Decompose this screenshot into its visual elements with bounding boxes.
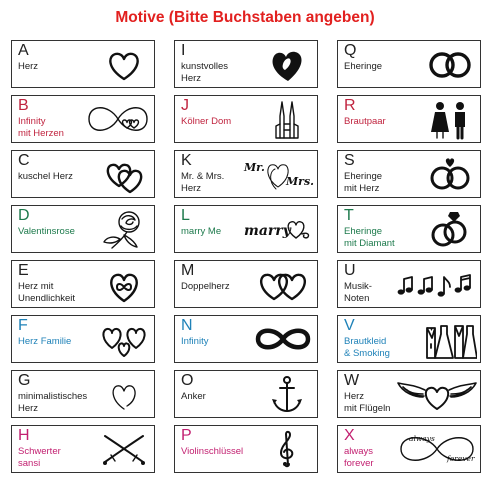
motif-card-a[interactable] bbox=[11, 40, 155, 88]
rings-diamond-icon bbox=[423, 208, 477, 250]
motif-letter: I bbox=[181, 42, 186, 59]
motif-label: kunstvolles Herz bbox=[181, 61, 228, 84]
motif-label: Valentinsrose bbox=[18, 226, 75, 237]
motif-label: Doppelherz bbox=[181, 281, 230, 292]
heart-outline-icon bbox=[97, 43, 151, 85]
motif-label: marry Me bbox=[181, 226, 222, 237]
motif-letter: C bbox=[18, 152, 30, 169]
motif-label: Infinity mit Herzen bbox=[18, 116, 64, 139]
motif-label: Schwerter sansi bbox=[18, 446, 61, 469]
mr-text: Mr. bbox=[244, 161, 265, 174]
forever-text: forever bbox=[447, 454, 475, 463]
motif-label: Anker bbox=[181, 391, 206, 402]
treble-clef-icon bbox=[260, 428, 314, 470]
motif-card-x[interactable] bbox=[337, 425, 481, 473]
motif-letter: H bbox=[18, 427, 30, 444]
motif-card-d[interactable] bbox=[11, 205, 155, 253]
motif-letter: R bbox=[344, 97, 356, 114]
motif-letter: B bbox=[18, 97, 29, 114]
infinity-icon bbox=[252, 318, 314, 360]
anchor-icon bbox=[260, 373, 314, 415]
motif-letter: G bbox=[18, 372, 31, 389]
motif-card-e[interactable] bbox=[11, 260, 155, 308]
motif-letter: Q bbox=[344, 42, 357, 59]
motif-letter: W bbox=[344, 372, 360, 389]
motif-card-n[interactable] bbox=[174, 315, 318, 363]
motif-card-c[interactable] bbox=[11, 150, 155, 198]
motif-card-h[interactable] bbox=[11, 425, 155, 473]
motif-label: Brautpaar bbox=[344, 116, 386, 127]
crossed-swords-icon bbox=[97, 428, 151, 470]
motif-letter: M bbox=[181, 262, 195, 279]
motif-letter: E bbox=[18, 262, 29, 279]
motif-card-t[interactable] bbox=[337, 205, 481, 253]
mrs-text: Mrs. bbox=[286, 175, 314, 188]
motif-label: Herz bbox=[18, 61, 39, 72]
wedding-rings-icon bbox=[423, 43, 477, 85]
motif-label: Herz Familie bbox=[18, 336, 72, 347]
mr-mrs-heart-icon bbox=[240, 153, 316, 195]
motif-letter: U bbox=[344, 262, 356, 279]
rose-icon bbox=[97, 208, 151, 250]
minimal-heart-icon bbox=[97, 373, 151, 415]
motif-card-r[interactable] bbox=[337, 95, 481, 143]
motif-label: Kölner Dom bbox=[181, 116, 232, 127]
artistic-heart-icon bbox=[260, 43, 314, 85]
motif-card-b[interactable] bbox=[11, 95, 155, 143]
motif-card-f[interactable] bbox=[11, 315, 155, 363]
motif-card-m[interactable] bbox=[174, 260, 318, 308]
motif-letter: A bbox=[18, 42, 29, 59]
motif-label: Infinity bbox=[181, 336, 209, 347]
motif-label: always forever bbox=[344, 446, 374, 469]
cathedral-icon bbox=[260, 98, 314, 140]
motif-card-q[interactable] bbox=[337, 40, 481, 88]
motif-card-j[interactable] bbox=[174, 95, 318, 143]
motif-label: Brautkleid & Smoking bbox=[344, 336, 390, 359]
bridal-couple-icon bbox=[423, 98, 477, 140]
double-heart-icon bbox=[97, 153, 151, 195]
motif-card-k[interactable] bbox=[174, 150, 318, 198]
marry-text: marry bbox=[244, 223, 291, 239]
heart-infinity-icon bbox=[97, 263, 151, 305]
motif-card-g[interactable] bbox=[11, 370, 155, 418]
motif-label: Mr. & Mrs. Herz bbox=[181, 171, 225, 194]
motif-card-o[interactable] bbox=[174, 370, 318, 418]
motif-letter: T bbox=[344, 207, 354, 224]
always-forever-icon bbox=[395, 428, 479, 470]
motif-label: Herz mit Flügeln bbox=[344, 391, 391, 414]
rings-heart-icon bbox=[423, 153, 477, 195]
motif-letter: X bbox=[344, 427, 355, 444]
motif-letter: S bbox=[344, 152, 355, 169]
music-notes-icon bbox=[395, 263, 479, 305]
motif-label: Musik- Noten bbox=[344, 281, 372, 304]
motif-letter: V bbox=[344, 317, 355, 334]
motif-card-u[interactable] bbox=[337, 260, 481, 308]
heart-family-icon bbox=[97, 318, 151, 360]
linked-hearts-icon bbox=[252, 263, 314, 305]
motif-label: Violinschlüssel bbox=[181, 446, 244, 457]
motif-label: kuschel Herz bbox=[18, 171, 73, 182]
motif-card-p[interactable] bbox=[174, 425, 318, 473]
motif-card-i[interactable] bbox=[174, 40, 318, 88]
motif-letter: N bbox=[181, 317, 193, 334]
page-title: Motive (Bitte Buchstaben angeben) bbox=[115, 9, 375, 26]
motif-letter: F bbox=[18, 317, 28, 334]
motif-card-v[interactable] bbox=[337, 315, 481, 363]
motif-label: Eheringe mit Diamant bbox=[344, 226, 395, 249]
motif-grid bbox=[11, 40, 481, 480]
dress-tuxedo-icon bbox=[423, 318, 477, 360]
motif-letter: K bbox=[181, 152, 192, 169]
marry-me-icon bbox=[240, 208, 316, 250]
motif-letter: O bbox=[181, 372, 194, 389]
motif-card-l[interactable] bbox=[174, 205, 318, 253]
winged-heart-icon bbox=[395, 373, 479, 415]
motif-card-w[interactable] bbox=[337, 370, 481, 418]
motif-label: Eheringe bbox=[344, 61, 383, 72]
motif-label: Herz mit Unendlichkeit bbox=[18, 281, 76, 304]
motif-letter: P bbox=[181, 427, 192, 444]
motif-card-s[interactable] bbox=[337, 150, 481, 198]
always-text: always bbox=[409, 434, 435, 443]
motif-letter: D bbox=[18, 207, 30, 224]
infinity-hearts-icon bbox=[85, 98, 151, 140]
motif-label: Eheringe mit Herz bbox=[344, 171, 383, 194]
motif-letter: L bbox=[181, 207, 190, 224]
motif-label: minimalistisches Herz bbox=[18, 391, 88, 414]
motif-letter: J bbox=[181, 97, 189, 114]
